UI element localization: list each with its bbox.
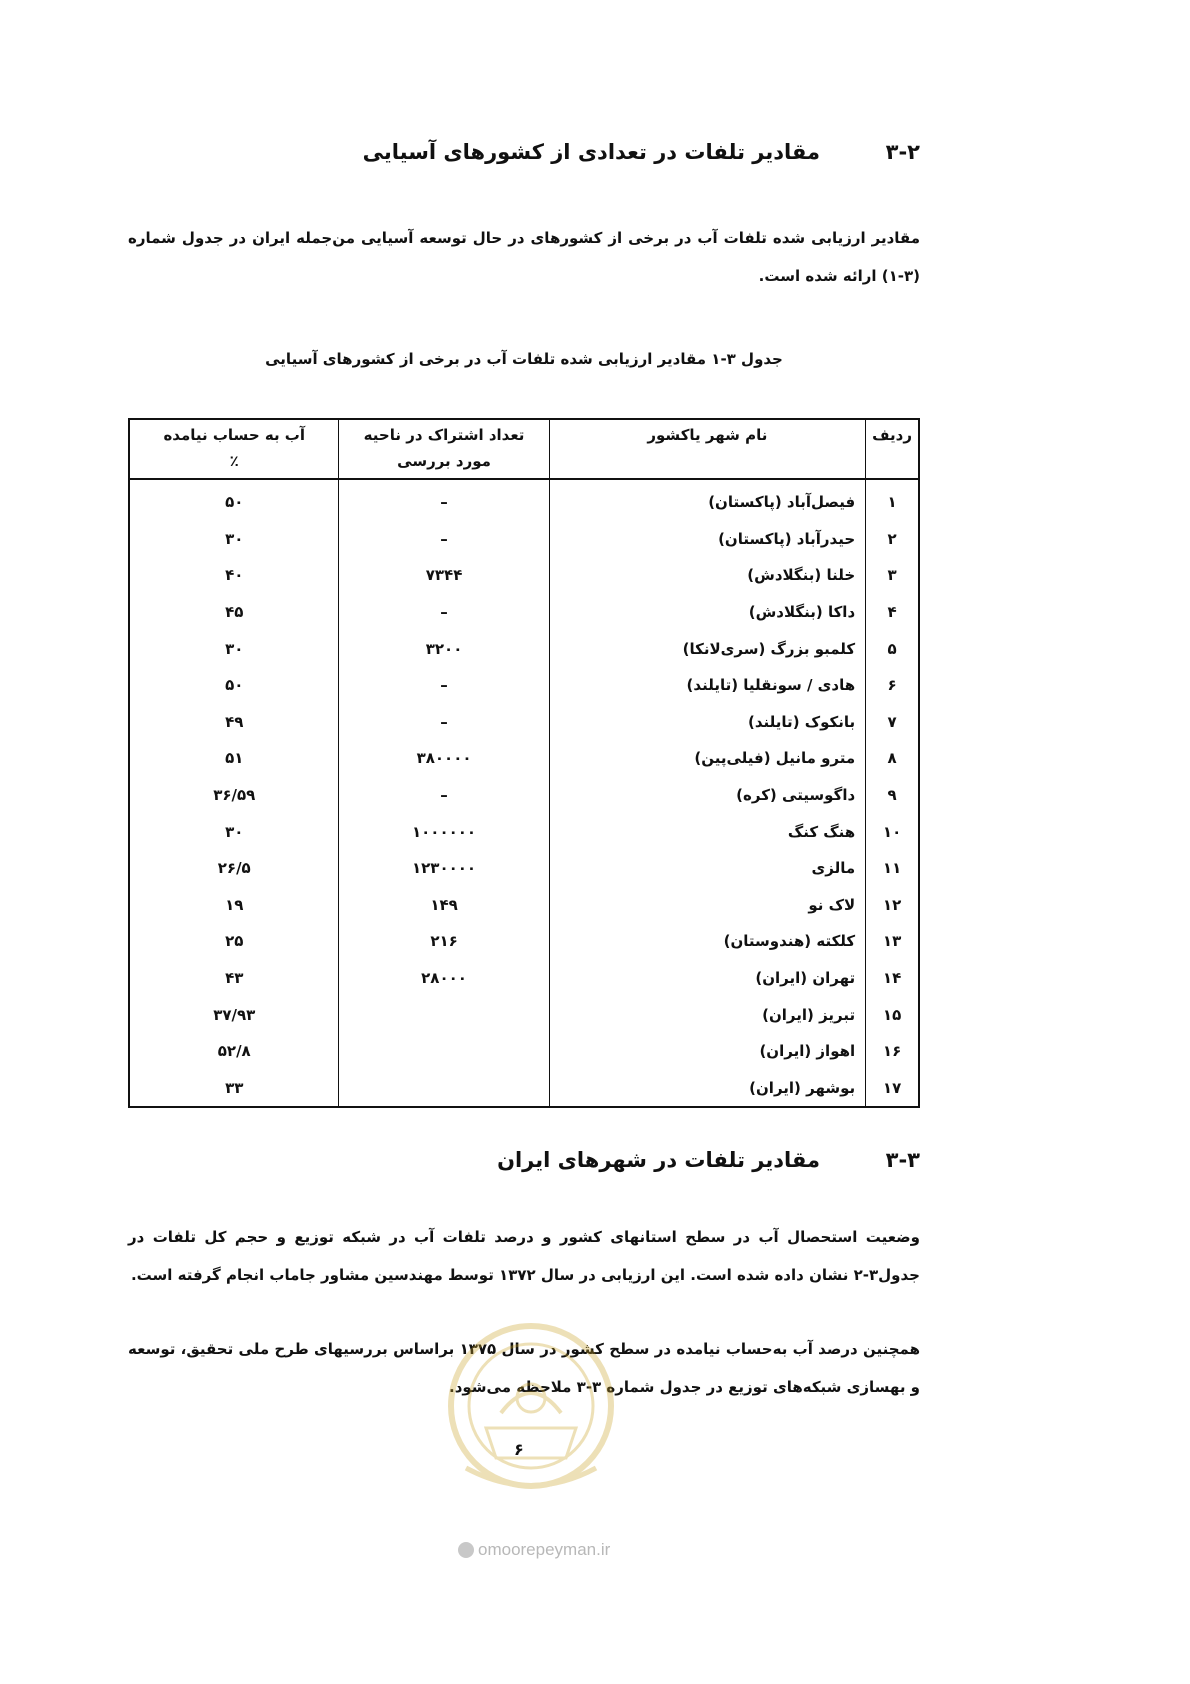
- row-subscribers: –: [339, 777, 549, 814]
- row-percent: ۴۵: [129, 594, 339, 631]
- table-row: [129, 813, 919, 850]
- table-row: [129, 887, 919, 924]
- table-row: [129, 996, 919, 1033]
- table-row: [129, 740, 919, 777]
- row-index: ۱: [866, 479, 919, 521]
- row-index: ۵: [866, 630, 919, 667]
- row-percent: ۴۳: [129, 960, 339, 997]
- row-index: ۸: [866, 740, 919, 777]
- section-title: مقادیر تلفات در شهرهای ایران: [497, 1148, 820, 1172]
- row-city: هادی / سونقلیا (تایلند): [549, 667, 866, 704]
- row-subscribers: –: [339, 479, 549, 521]
- row-percent: ۵۱: [129, 740, 339, 777]
- row-index: ۱۵: [866, 996, 919, 1033]
- row-city: بوشهر (ایران): [549, 1070, 866, 1108]
- row-city: تبریز (ایران): [549, 996, 866, 1033]
- row-city: فیصل‌آباد (پاکستان): [549, 479, 866, 521]
- row-city: اهواز (ایران): [549, 1033, 866, 1070]
- row-city: مالزی: [549, 850, 866, 887]
- row-city: داکا (بنگلادش): [549, 594, 866, 631]
- table-row: [129, 923, 919, 960]
- paragraph-water-extraction: وضعیت استحصال آب در سطح استانهای کشور و درصد تلفات آب در شبکه توزیع و حجم کل تلفات در جدول۳-۲ نشان داده شده است. این ارزیابی در سال ۱۳۷۲ توسط مهندسین مشاور جاماب انجام گرفته است.: [128, 1228, 920, 1284]
- watermark-url: omoorepeyman.ir: [458, 1540, 610, 1560]
- row-percent: ۳۰: [129, 521, 339, 558]
- row-index: ۲: [866, 521, 919, 558]
- table-row: [129, 594, 919, 631]
- section-heading-3-3: [120, 1148, 920, 1172]
- row-percent: ۳۰: [129, 630, 339, 667]
- row-percent: ۴۹: [129, 704, 339, 741]
- row-subscribers: ۲۸۰۰۰: [339, 960, 549, 997]
- organization-seal-watermark: [446, 1318, 616, 1508]
- row-subscribers: [339, 1070, 549, 1108]
- row-percent: ۵۲/۸: [129, 1033, 339, 1070]
- row-city: خلنا (بنگلادش): [549, 557, 866, 594]
- table-row: [129, 777, 919, 814]
- row-index: ۱۱: [866, 850, 919, 887]
- row-subscribers: ۱۰۰۰۰۰۰: [339, 813, 549, 850]
- header-non-revenue-water: آب به حساب نیامده ٪: [129, 419, 339, 479]
- row-index: ۶: [866, 667, 919, 704]
- row-subscribers: [339, 1033, 549, 1070]
- row-subscribers: ۷۳۴۴: [339, 557, 549, 594]
- intro-paragraph: مقادیر ارزیابی شده تلفات آب در برخی از کشورهای در حال توسعه آسیایی من‌جمله ایران در جدول شماره (۳-۱) ارائه شده است.: [128, 229, 920, 285]
- row-subscribers: –: [339, 521, 549, 558]
- row-percent: ۳۷/۹۳: [129, 996, 339, 1033]
- table-row: [129, 960, 919, 997]
- header-row-index: ردیف: [866, 419, 919, 479]
- row-city: بانکوک (تایلند): [549, 704, 866, 741]
- row-subscribers: –: [339, 704, 549, 741]
- row-city: کلکته (هندوستان): [549, 923, 866, 960]
- table-row: [129, 521, 919, 558]
- row-index: ۱۶: [866, 1033, 919, 1070]
- table-row: [129, 1033, 919, 1070]
- row-subscribers: [339, 996, 549, 1033]
- row-index: ۹: [866, 777, 919, 814]
- row-percent: ۵۰: [129, 667, 339, 704]
- table-row: [129, 479, 919, 521]
- table-row: [129, 704, 919, 741]
- row-percent: ۲۵: [129, 923, 339, 960]
- row-index: ۷: [866, 704, 919, 741]
- row-percent: ۱۹: [129, 887, 339, 924]
- water-loss-table: [128, 418, 920, 1108]
- row-percent: ۵۰: [129, 479, 339, 521]
- row-subscribers: ۲۱۶: [339, 923, 549, 960]
- header-subscribers: تعداد اشتراک در ناحیه مورد بررسی: [339, 419, 549, 479]
- table-row: [129, 557, 919, 594]
- table-caption: جدول ۳-۱ مقادیر ارزیابی شده تلفات آب در برخی از کشورهای آسیایی: [265, 350, 783, 368]
- row-city: هنگ کنگ: [549, 813, 866, 850]
- table-row: [129, 850, 919, 887]
- row-percent: ۳۶/۵۹: [129, 777, 339, 814]
- row-index: ۱۰: [866, 813, 919, 850]
- row-subscribers: ۱۴۹: [339, 887, 549, 924]
- row-city: لاک نو: [549, 887, 866, 924]
- table-header-row: [129, 419, 919, 479]
- row-subscribers: –: [339, 667, 549, 704]
- row-subscribers: ۳۲۰۰: [339, 630, 549, 667]
- section-number: ۳-۲: [885, 140, 920, 164]
- page-number: ۶: [514, 1440, 524, 1459]
- row-city: تهران (ایران): [549, 960, 866, 997]
- table-row: [129, 667, 919, 704]
- row-percent: ۳۰: [129, 813, 339, 850]
- row-index: ۳: [866, 557, 919, 594]
- row-index: ۴: [866, 594, 919, 631]
- row-index: ۱۲: [866, 887, 919, 924]
- row-city: داگوسیتی (کره): [549, 777, 866, 814]
- section-heading-3-2: [120, 140, 920, 164]
- row-index: ۱۴: [866, 960, 919, 997]
- row-percent: ۳۳: [129, 1070, 339, 1108]
- section-title: مقادیر تلفات در تعدادی از کشورهای آسیایی: [362, 140, 820, 164]
- section-number: ۳-۳: [885, 1148, 920, 1172]
- table-row: [129, 630, 919, 667]
- row-subscribers: ۱۲۳۰۰۰۰: [339, 850, 549, 887]
- paragraph-non-revenue-water: همچنین درصد آب به‌حساب نیامده در سطح کشور در سال ۱۳۷۵ براساس بررسیهای طرح ملی تحقیق، توسعه و بهسازی شبکه‌های توزیع در جدول شماره ۳-۳ ملاحظه می‌شود.: [128, 1340, 920, 1396]
- row-index: ۱۷: [866, 1070, 919, 1108]
- row-subscribers: –: [339, 594, 549, 631]
- row-subscribers: ۳۸۰۰۰۰: [339, 740, 549, 777]
- row-percent: ۴۰: [129, 557, 339, 594]
- row-city: کلمبو بزرگ (سری‌لانکا): [549, 630, 866, 667]
- row-city: مترو مانیل (فیلی‌پین): [549, 740, 866, 777]
- header-city: نام شهر یاکشور: [549, 419, 866, 479]
- row-index: ۱۳: [866, 923, 919, 960]
- table-row: [129, 1070, 919, 1108]
- row-city: حیدرآباد (پاکستان): [549, 521, 866, 558]
- globe-icon: [458, 1542, 474, 1558]
- row-percent: ۲۶/۵: [129, 850, 339, 887]
